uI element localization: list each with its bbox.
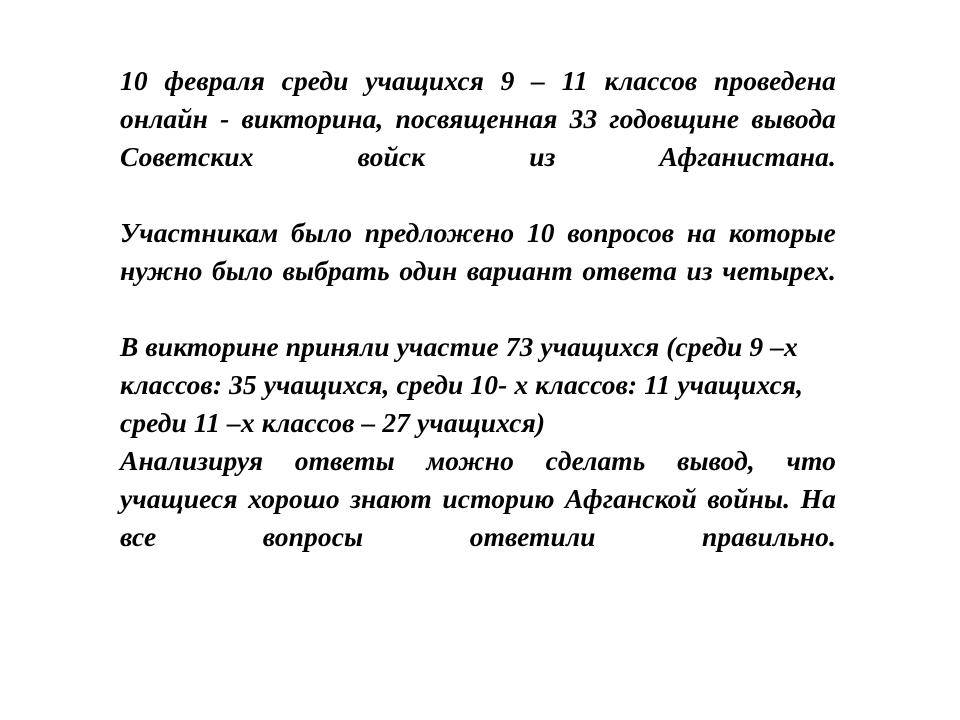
paragraph-participant-counts: В викторине приняли участие 73 учащихся (среди 9 –х классов: 35 учащихся, среди 10- х классов: 11 учащихся, среди 11 –х классов – 27 учащихся) <box>120 331 804 438</box>
paragraph-conclusion: Анализируя ответы можно сделать вывод, что учащиеся хорошо знают историю Афганской войны. На все вопросы ответили правильно. <box>120 445 836 552</box>
slide-text-frame <box>120 62 836 594</box>
paragraph-participants-task: Участникам было предложено 10 вопросов на которые нужно было выбрать один вариант ответа из четырех. <box>120 217 836 286</box>
paragraph-intro: 10 февраля среди учащихся 9 – 11 классов проведена онлайн - викторина, посвященная 33 годовщине вывода Советских войск из Афганистана. <box>120 65 836 172</box>
